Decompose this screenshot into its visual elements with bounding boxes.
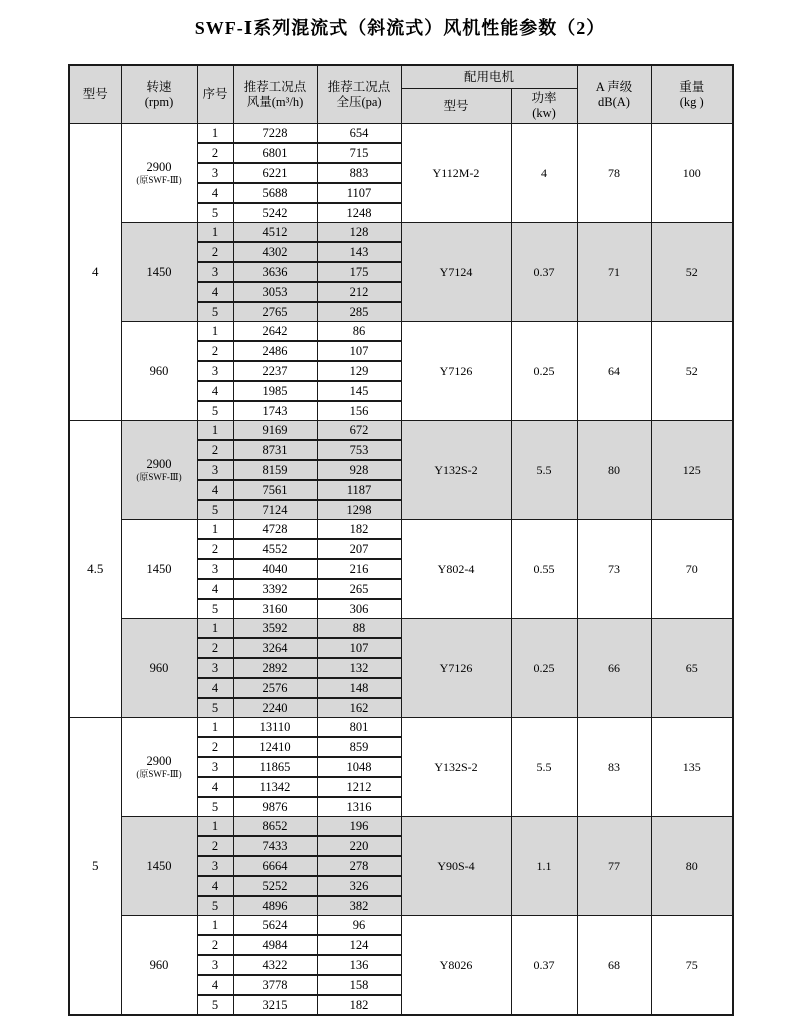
seq-cell: 4	[197, 975, 233, 995]
pressure-cell: 265	[317, 579, 401, 599]
seq-cell: 1	[197, 817, 233, 837]
speed-value: 1450	[146, 858, 172, 873]
pressure-cell: 132	[317, 658, 401, 678]
speed-cell	[121, 421, 197, 520]
speed-value: 1450	[146, 264, 172, 279]
noise-cell: 71	[577, 223, 651, 322]
pressure-cell: 1316	[317, 797, 401, 817]
noise-cell: 73	[577, 520, 651, 619]
flow-cell: 5252	[233, 876, 317, 896]
flow-cell: 6221	[233, 163, 317, 183]
flow-cell: 3264	[233, 638, 317, 658]
pressure-cell: 859	[317, 737, 401, 757]
pressure-cell: 148	[317, 678, 401, 698]
flow-cell: 2237	[233, 361, 317, 381]
motor-model-cell: Y7124	[401, 223, 511, 322]
flow-cell: 2642	[233, 322, 317, 342]
motor-model-cell: Y8026	[401, 916, 511, 1016]
seq-cell: 5	[197, 698, 233, 718]
speed-note: (原SWF-Ⅲ)	[136, 472, 182, 483]
flow-cell: 4512	[233, 223, 317, 243]
model-cell: 4	[69, 124, 121, 421]
flow-cell: 8731	[233, 440, 317, 460]
power-cell: 1.1	[511, 817, 577, 916]
col-header-weight	[651, 65, 733, 124]
flow-cell: 4984	[233, 935, 317, 955]
noise-cell: 77	[577, 817, 651, 916]
pressure-cell: 928	[317, 460, 401, 480]
pressure-cell: 182	[317, 995, 401, 1015]
col-header-model: 型号	[69, 65, 121, 124]
flow-cell: 6664	[233, 856, 317, 876]
seq-cell: 4	[197, 678, 233, 698]
pressure-cell: 145	[317, 381, 401, 401]
seq-cell: 2	[197, 341, 233, 361]
pressure-cell: 1048	[317, 757, 401, 777]
flow-cell: 2486	[233, 341, 317, 361]
seq-cell: 5	[197, 797, 233, 817]
pressure-cell: 212	[317, 282, 401, 302]
seq-cell: 5	[197, 500, 233, 520]
seq-cell: 1	[197, 124, 233, 144]
pressure-cell: 129	[317, 361, 401, 381]
seq-cell: 4	[197, 579, 233, 599]
speed-value: 2900	[146, 457, 172, 472]
seq-cell: 4	[197, 381, 233, 401]
noise-cell: 68	[577, 916, 651, 1016]
col-header-power-line1: 功率	[531, 91, 557, 105]
seq-cell: 4	[197, 777, 233, 797]
flow-cell: 9876	[233, 797, 317, 817]
fan-spec-table	[68, 64, 734, 1016]
pressure-cell: 143	[317, 242, 401, 262]
weight-cell: 125	[651, 421, 733, 520]
pressure-cell: 156	[317, 401, 401, 421]
pressure-cell: 88	[317, 619, 401, 639]
pressure-cell: 220	[317, 836, 401, 856]
weight-cell: 80	[651, 817, 733, 916]
table-row	[69, 718, 733, 738]
pressure-cell: 753	[317, 440, 401, 460]
table-row	[69, 619, 733, 639]
col-header-flow-line1: 推荐工况点	[243, 79, 307, 94]
speed-cell	[121, 223, 197, 322]
flow-cell: 8652	[233, 817, 317, 837]
pressure-cell: 1248	[317, 203, 401, 223]
flow-cell: 4552	[233, 539, 317, 559]
seq-cell: 1	[197, 421, 233, 441]
motor-model-cell: Y7126	[401, 619, 511, 718]
speed-cell	[121, 817, 197, 916]
flow-cell: 7228	[233, 124, 317, 144]
flow-cell: 6801	[233, 143, 317, 163]
power-cell: 0.37	[511, 916, 577, 1016]
pressure-cell: 136	[317, 955, 401, 975]
pressure-cell: 107	[317, 341, 401, 361]
table-row	[69, 817, 733, 837]
flow-cell: 5688	[233, 183, 317, 203]
weight-cell: 52	[651, 322, 733, 421]
seq-cell: 3	[197, 658, 233, 678]
table-header	[69, 65, 733, 124]
flow-cell: 2892	[233, 658, 317, 678]
speed-value: 960	[149, 660, 169, 675]
seq-cell: 4	[197, 183, 233, 203]
pressure-cell: 278	[317, 856, 401, 876]
col-header-speed-line1: 转速	[146, 79, 172, 94]
pressure-cell: 1107	[317, 183, 401, 203]
table-body	[69, 124, 733, 1016]
page-title: SWF-Ⅰ系列混流式（斜流式）风机性能参数（2）	[194, 18, 606, 38]
speed-cell	[121, 322, 197, 421]
seq-cell: 4	[197, 282, 233, 302]
model-cell: 4.5	[69, 421, 121, 718]
pressure-cell: 285	[317, 302, 401, 322]
seq-cell: 3	[197, 856, 233, 876]
seq-cell: 2	[197, 143, 233, 163]
motor-model-cell: Y132S-2	[401, 421, 511, 520]
noise-cell: 64	[577, 322, 651, 421]
pressure-cell: 158	[317, 975, 401, 995]
seq-cell: 2	[197, 935, 233, 955]
weight-cell: 52	[651, 223, 733, 322]
seq-cell: 5	[197, 203, 233, 223]
flow-cell: 2765	[233, 302, 317, 322]
flow-cell: 11865	[233, 757, 317, 777]
speed-cell	[121, 916, 197, 1016]
pressure-cell: 654	[317, 124, 401, 144]
pressure-cell: 1212	[317, 777, 401, 797]
seq-cell: 2	[197, 440, 233, 460]
speed-cell	[121, 124, 197, 223]
flow-cell: 4896	[233, 896, 317, 916]
weight-cell: 135	[651, 718, 733, 817]
seq-cell: 3	[197, 559, 233, 579]
seq-cell: 5	[197, 896, 233, 916]
weight-cell: 70	[651, 520, 733, 619]
speed-value: 960	[149, 957, 169, 972]
flow-cell: 13110	[233, 718, 317, 738]
flow-cell: 8159	[233, 460, 317, 480]
speed-value: 1450	[146, 561, 172, 576]
seq-cell: 2	[197, 242, 233, 262]
seq-cell: 3	[197, 163, 233, 183]
seq-cell: 3	[197, 361, 233, 381]
col-header-noise	[577, 65, 651, 124]
power-cell: 5.5	[511, 421, 577, 520]
pressure-cell: 124	[317, 935, 401, 955]
speed-value: 960	[149, 363, 169, 378]
noise-cell: 66	[577, 619, 651, 718]
flow-cell: 3778	[233, 975, 317, 995]
flow-cell: 4728	[233, 520, 317, 540]
flow-cell: 4302	[233, 242, 317, 262]
seq-cell: 3	[197, 757, 233, 777]
flow-cell: 7433	[233, 836, 317, 856]
pressure-cell: 182	[317, 520, 401, 540]
speed-cell	[121, 718, 197, 817]
table-row	[69, 520, 733, 540]
power-cell: 0.25	[511, 322, 577, 421]
pressure-cell: 306	[317, 599, 401, 619]
speed-cell	[121, 520, 197, 619]
table-row	[69, 916, 733, 936]
col-header-pressure-line1: 推荐工况点	[327, 79, 391, 94]
motor-model-cell: Y802-4	[401, 520, 511, 619]
pressure-cell: 1298	[317, 500, 401, 520]
col-header-pressure	[317, 65, 401, 124]
motor-model-cell: Y7126	[401, 322, 511, 421]
flow-cell: 4322	[233, 955, 317, 975]
weight-cell: 65	[651, 619, 733, 718]
col-header-power	[511, 89, 577, 124]
flow-cell: 4040	[233, 559, 317, 579]
flow-cell: 7561	[233, 480, 317, 500]
flow-cell: 3592	[233, 619, 317, 639]
speed-value: 2900	[146, 160, 172, 175]
motor-model-cell: Y112M-2	[401, 124, 511, 223]
power-cell: 0.55	[511, 520, 577, 619]
pressure-cell: 1187	[317, 480, 401, 500]
table-row	[69, 322, 733, 342]
noise-cell: 83	[577, 718, 651, 817]
col-header-speed-line2: (rpm)	[144, 94, 174, 109]
pressure-cell: 801	[317, 718, 401, 738]
pressure-cell: 216	[317, 559, 401, 579]
seq-cell: 1	[197, 223, 233, 243]
col-header-motor-group: 配用电机	[401, 65, 577, 89]
col-header-noise-line2: dB(A)	[598, 94, 630, 109]
seq-cell: 5	[197, 599, 233, 619]
flow-cell: 3636	[233, 262, 317, 282]
pressure-cell: 883	[317, 163, 401, 183]
weight-cell: 75	[651, 916, 733, 1016]
flow-cell: 7124	[233, 500, 317, 520]
power-cell: 5.5	[511, 718, 577, 817]
col-header-motor-model: 型号	[401, 89, 511, 124]
flow-cell: 1743	[233, 401, 317, 421]
table-row	[69, 124, 733, 144]
flow-cell: 2240	[233, 698, 317, 718]
flow-cell: 1985	[233, 381, 317, 401]
flow-cell: 11342	[233, 777, 317, 797]
seq-cell: 1	[197, 718, 233, 738]
weight-cell: 100	[651, 124, 733, 223]
flow-cell: 3160	[233, 599, 317, 619]
seq-cell: 2	[197, 638, 233, 658]
seq-cell: 2	[197, 737, 233, 757]
col-header-flow	[233, 65, 317, 124]
speed-note: (原SWF-Ⅲ)	[136, 769, 182, 780]
col-header-power-line2: (kw)	[532, 106, 556, 120]
seq-cell: 4	[197, 480, 233, 500]
pressure-cell: 207	[317, 539, 401, 559]
seq-cell: 1	[197, 916, 233, 936]
seq-cell: 2	[197, 539, 233, 559]
seq-cell: 1	[197, 619, 233, 639]
pressure-cell: 715	[317, 143, 401, 163]
col-header-weight-line1: 重量	[679, 79, 705, 94]
flow-cell: 5624	[233, 916, 317, 936]
motor-model-cell: Y90S-4	[401, 817, 511, 916]
seq-cell: 2	[197, 836, 233, 856]
col-header-noise-line1: A 声级	[595, 79, 633, 94]
seq-cell: 5	[197, 995, 233, 1015]
col-header-speed	[121, 65, 197, 124]
flow-cell: 9169	[233, 421, 317, 441]
seq-cell: 3	[197, 955, 233, 975]
pressure-cell: 162	[317, 698, 401, 718]
seq-cell: 4	[197, 876, 233, 896]
speed-cell	[121, 619, 197, 718]
pressure-cell: 86	[317, 322, 401, 342]
flow-cell: 2576	[233, 678, 317, 698]
seq-cell: 5	[197, 302, 233, 322]
flow-cell: 5242	[233, 203, 317, 223]
pressure-cell: 175	[317, 262, 401, 282]
col-header-flow-line2: 风量(m³/h)	[246, 94, 304, 109]
pressure-cell: 128	[317, 223, 401, 243]
speed-value: 2900	[146, 754, 172, 769]
seq-cell: 1	[197, 322, 233, 342]
pressure-cell: 196	[317, 817, 401, 837]
flow-cell: 12410	[233, 737, 317, 757]
power-cell: 4	[511, 124, 577, 223]
pressure-cell: 672	[317, 421, 401, 441]
col-header-seq: 序号	[197, 65, 233, 124]
flow-cell: 3053	[233, 282, 317, 302]
noise-cell: 80	[577, 421, 651, 520]
col-header-pressure-line2: 全压(pa)	[336, 94, 382, 109]
motor-model-cell: Y132S-2	[401, 718, 511, 817]
table-row	[69, 421, 733, 441]
seq-cell: 3	[197, 262, 233, 282]
power-cell: 0.25	[511, 619, 577, 718]
model-cell: 5	[69, 718, 121, 1016]
seq-cell: 1	[197, 520, 233, 540]
col-header-weight-line2: (kg )	[679, 94, 704, 109]
flow-cell: 3215	[233, 995, 317, 1015]
speed-note: (原SWF-Ⅲ)	[136, 175, 182, 186]
seq-cell: 5	[197, 401, 233, 421]
pressure-cell: 382	[317, 896, 401, 916]
power-cell: 0.37	[511, 223, 577, 322]
table-row	[69, 223, 733, 243]
flow-cell: 3392	[233, 579, 317, 599]
seq-cell: 3	[197, 460, 233, 480]
pressure-cell: 326	[317, 876, 401, 896]
pressure-cell: 107	[317, 638, 401, 658]
pressure-cell: 96	[317, 916, 401, 936]
noise-cell: 78	[577, 124, 651, 223]
